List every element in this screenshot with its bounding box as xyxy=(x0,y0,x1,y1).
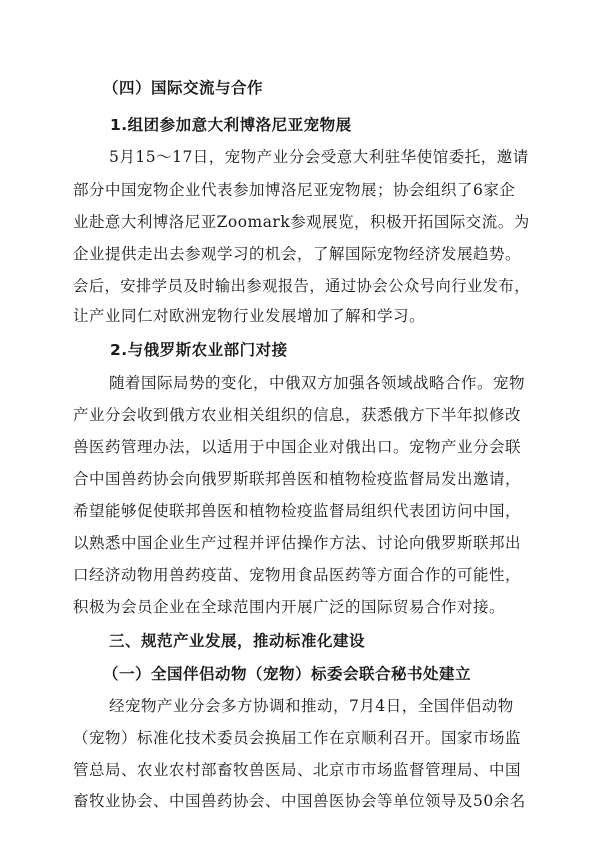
paragraph-line: （宠物）标准化技术委员会换届工作在京顺利召开。国家市场监 xyxy=(73,729,522,747)
paragraph-line: 经宠物产业分会多方协调和推动，7月4日，全国伴侣动物 xyxy=(109,697,514,715)
paragraph-line: 畜牧业协会、中国兽药协会、中国兽医协会等单位领导及50余名 xyxy=(73,792,526,810)
paragraph-line: 希望能够促使联邦兽医和植物检疫监督局组织代表团访问中国， xyxy=(73,502,522,520)
paragraph-line: 兽医药管理办法，以适用于中国企业对俄出口。宠物产业分会联 xyxy=(73,438,522,456)
paragraph-line: 产业分会收到俄方农业相关组织的信息，获悉俄方下半年拟修改 xyxy=(73,406,522,424)
subsection-heading: （一）全国伴侣动物（宠物）标委会联合秘书处建立 xyxy=(103,665,472,683)
paragraph-line: 会后，安排学员及时输出参观报告，通过协会公众号向行业发布， xyxy=(73,277,531,295)
section-heading: 三、规范产业发展，推动标准化建设 xyxy=(109,632,366,650)
paragraph-line: 部分中国宠物企业代表参加博洛尼亚宠物展；协会组织了6家企 xyxy=(73,181,516,199)
paragraph-line: 以熟悉中国企业生产过程并评估操作方法、讨论向俄罗斯联邦出 xyxy=(73,534,522,552)
paragraph-line: 让产业同仁对欧洲宠物行业发展增加了解和学习。 xyxy=(73,307,426,325)
paragraph-line: 口经济动物用兽药疫苗、宠物用食品医药等方面合作的可能性， xyxy=(73,566,522,584)
paragraph-line: 5月15～17日，宠物产业分会受意大利驻华使馆委托，邀请 xyxy=(109,148,529,166)
section-heading: （四）国际交流与合作 xyxy=(103,79,264,97)
subsection-heading: 1.组团参加意大利博洛尼亚宠物展 xyxy=(110,116,352,134)
paragraph-line: 业赴意大利博洛尼亚Zoomark参观展览，积极开拓国际交流。为 xyxy=(73,213,530,231)
paragraph-line: 管总局、农业农村部畜牧兽医局、北京市市场监督管理局、中国 xyxy=(73,761,522,779)
paragraph-line: 随着国际局势的变化，中俄双方加强各领域战略合作。宠物 xyxy=(109,374,526,392)
paragraph-line: 合中国兽药协会向俄罗斯联邦兽医和植物检疫监督局发出邀请， xyxy=(73,470,522,488)
subsection-heading: 2.与俄罗斯农业部门对接 xyxy=(110,341,288,359)
paragraph-line: 企业提供走出去参观学习的机会，了解国际宠物经济发展趋势。 xyxy=(73,245,522,263)
paragraph-line: 积极为会员企业在全球范围内开展广泛的国际贸易合作对接。 xyxy=(73,598,506,616)
